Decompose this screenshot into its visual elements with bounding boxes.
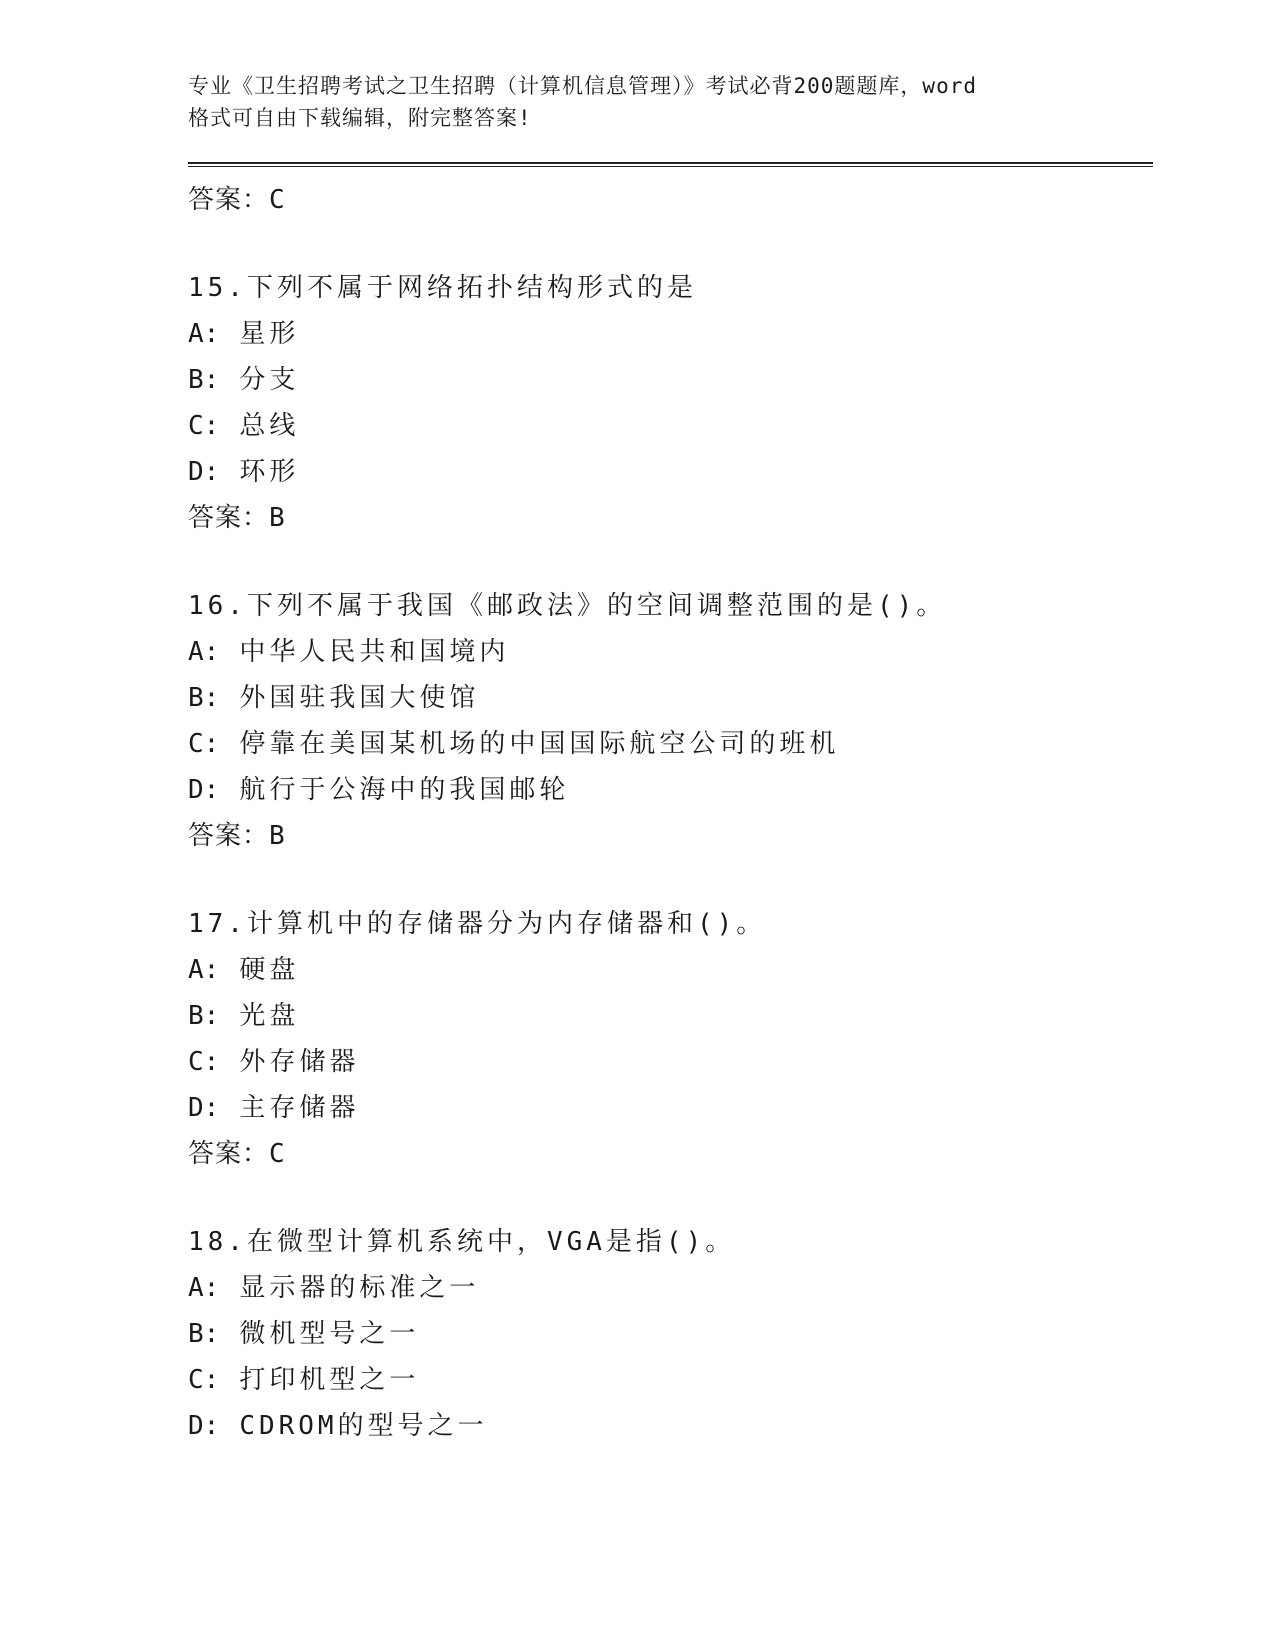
answer-key: B [269,821,286,851]
option-text: 总线 [239,411,300,441]
question-block [188,901,1153,1177]
option-label: A: [188,637,220,667]
option-text: CDROM的型号之一 [239,1411,488,1441]
option-label: C: [188,729,220,759]
question-list [188,265,1153,1449]
option-text: 星形 [239,319,300,349]
answer-prefix: 答案： [188,1139,270,1169]
option-label: A: [188,955,220,985]
answer-option [188,1403,1153,1449]
answer-key: C [269,1139,286,1169]
question-block [188,1219,1153,1449]
answer-option [188,1085,1153,1131]
answer-option [188,1357,1153,1403]
answer-option [188,403,1153,449]
option-label: C: [188,411,220,441]
document-page [188,70,1153,1449]
option-label: D: [188,457,220,487]
answer-option [188,675,1153,721]
option-text: 外存储器 [239,1047,360,1077]
question-stem: 16.下列不属于我国《邮政法》的空间调整范围的是()。 [188,591,947,621]
header-line-2: 格式可自由下载编辑，附完整答案! [188,106,532,130]
answer-option [188,629,1153,675]
answer-option [188,311,1153,357]
option-text: 分支 [239,365,300,395]
answer-option [188,1039,1153,1085]
option-text: 主存储器 [239,1093,360,1123]
answer-key: C [269,185,286,215]
option-text: 中华人民共和国境内 [239,637,510,667]
answer-line [188,177,1153,223]
header-divider [188,162,1153,167]
answer-option [188,947,1153,993]
option-text: 航行于公海中的我国邮轮 [239,775,570,805]
answer-option [188,449,1153,495]
question-block [188,583,1153,859]
option-label: B: [188,683,220,713]
answer-key: B [269,503,286,533]
question-stem: 15.下列不属于网络拓扑结构形式的是 [188,273,697,303]
option-text: 外国驻我国大使馆 [239,683,480,713]
answer-option [188,1311,1153,1357]
option-label: D: [188,1411,220,1441]
answer-option [188,993,1153,1039]
option-label: A: [188,319,220,349]
answer-option [188,721,1153,767]
question-stem: 18.在微型计算机系统中，VGA是指()。 [188,1227,736,1257]
answer-line [188,1131,1153,1177]
option-text: 显示器的标准之一 [239,1273,480,1303]
answer-option [188,767,1153,813]
option-label: D: [188,1093,220,1123]
option-label: A: [188,1273,220,1303]
answer-line [188,495,1153,541]
option-text: 打印机型之一 [239,1365,420,1395]
option-text: 环形 [239,457,300,487]
option-label: C: [188,1047,220,1077]
answer-prefix: 答案： [188,185,270,215]
option-label: D: [188,775,220,805]
answer-prefix: 答案： [188,821,270,851]
option-label: B: [188,1001,220,1031]
header-line-1: 专业《卫生招聘考试之卫生招聘（计算机信息管理）》考试必背200题题库，word [188,74,977,98]
answer-option [188,357,1153,403]
answer-prefix: 答案： [188,503,270,533]
option-text: 硬盘 [239,955,300,985]
option-label: B: [188,365,220,395]
document-header [188,70,1153,134]
option-text: 光盘 [239,1001,300,1031]
question-block [188,265,1153,541]
option-label: B: [188,1319,220,1349]
answer-line [188,813,1153,859]
option-label: C: [188,1365,220,1395]
option-text: 停靠在美国某机场的中国国际航空公司的班机 [239,729,840,759]
question-stem: 17.计算机中的存储器分为内存储器和()。 [188,909,767,939]
option-text: 微机型号之一 [239,1319,420,1349]
answer-option [188,1265,1153,1311]
